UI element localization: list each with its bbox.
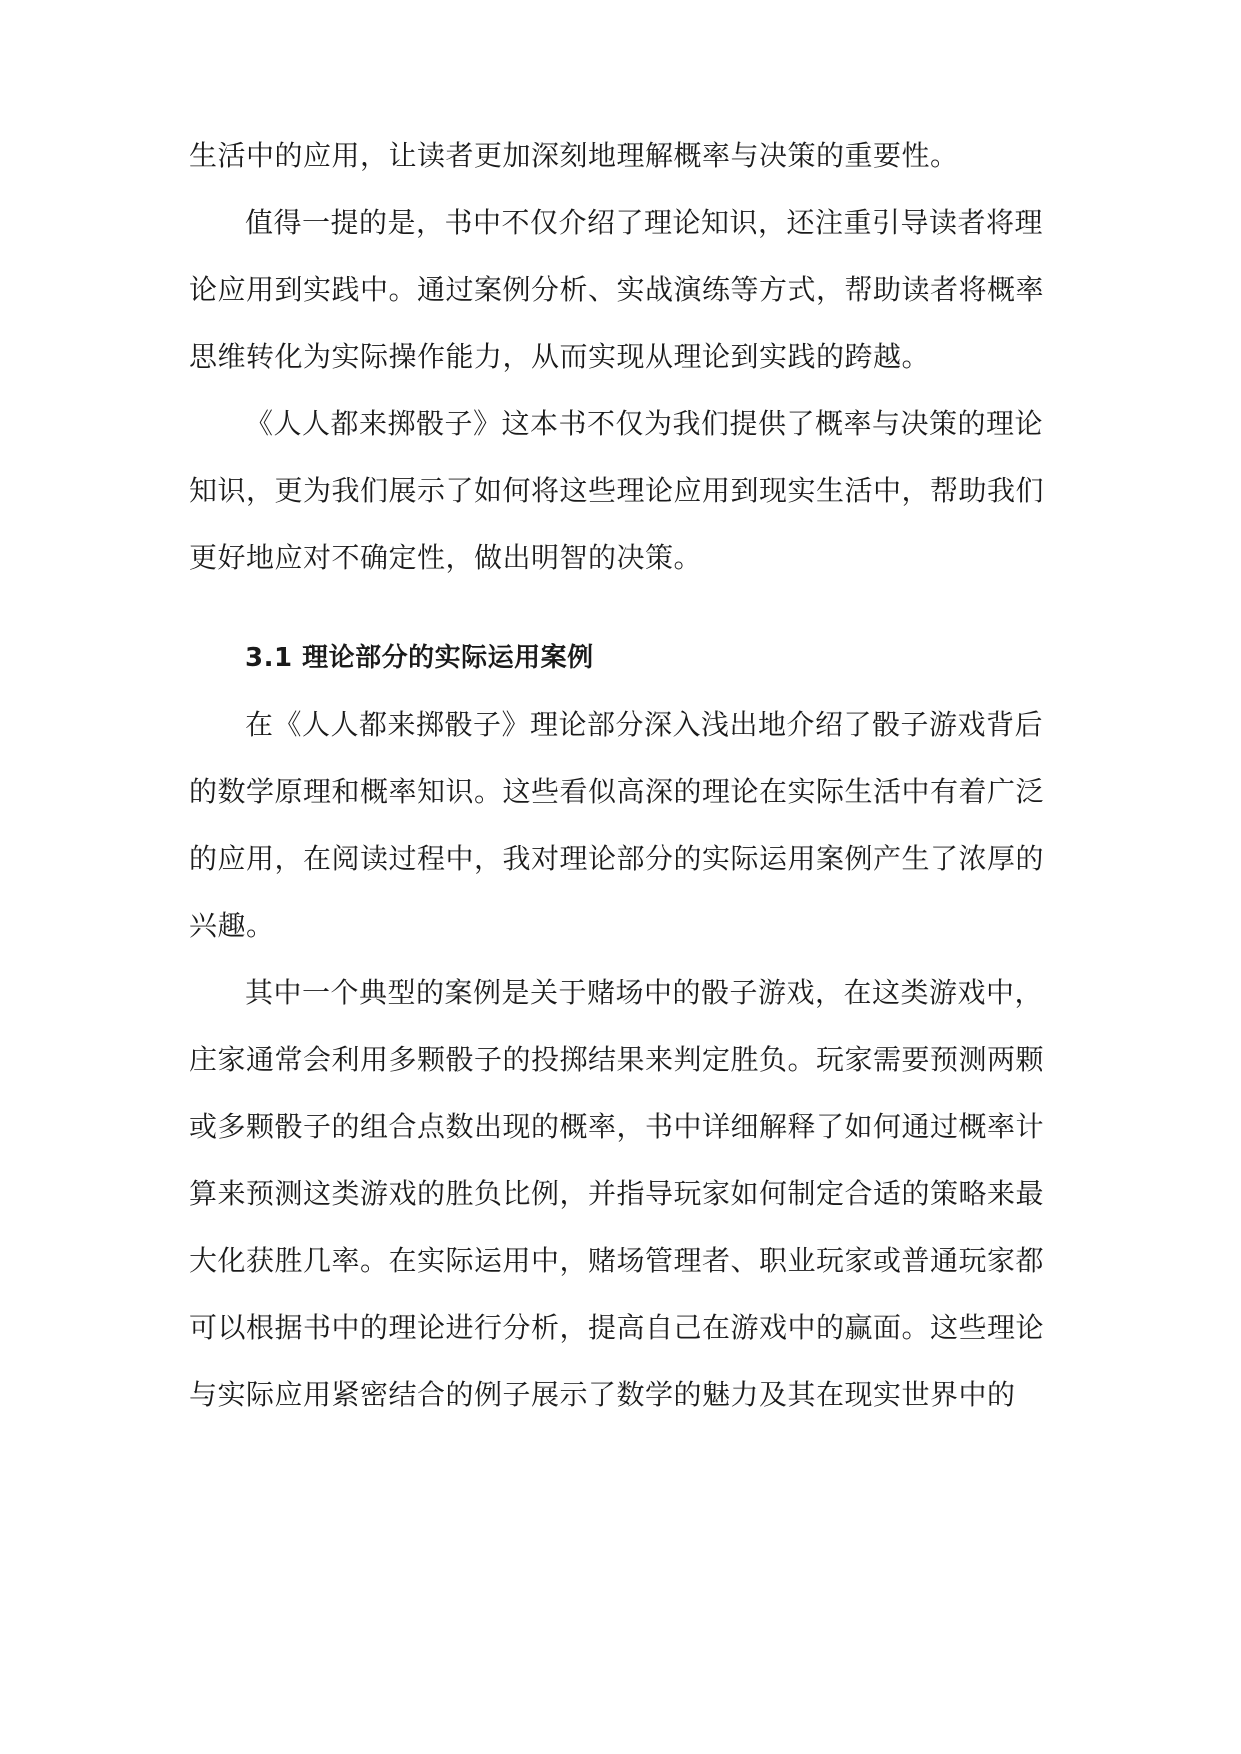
paragraph-line: 更好地应对不确定性，做出明智的决策。 xyxy=(189,541,703,574)
paragraph-line: 庄家通常会利用多颗骰子的投掷结果来判定胜负。玩家需要预测两颗 xyxy=(189,1043,1045,1076)
paragraph-line: 思维转化为实际操作能力，从而实现从理论到实践的跨越。 xyxy=(189,340,931,373)
section-heading: 3.1 理论部分的实际运用案例 xyxy=(245,643,594,673)
paragraph-line: 大化获胜几率。在实际运用中，赌场管理者、职业玩家或普通玩家都 xyxy=(189,1244,1045,1277)
paragraph-line: 与实际应用紧密结合的例子展示了数学的魅力及其在现实世界中的 xyxy=(189,1378,1016,1411)
paragraph-line: 在《人人都来掷骰子》理论部分深入浅出地介绍了骰子游戏背后 xyxy=(245,708,1044,741)
paragraph-line: 算来预测这类游戏的胜负比例，并指导玩家如何制定合适的策略来最 xyxy=(189,1177,1045,1210)
paragraph-line: 或多颗骰子的组合点数出现的概率，书中详细解释了如何通过概率计 xyxy=(189,1110,1045,1143)
paragraph-line: 《人人都来掷骰子》这本书不仅为我们提供了概率与决策的理论 xyxy=(245,407,1044,440)
paragraph-line: 其中一个典型的案例是关于赌场中的骰子游戏，在这类游戏中， xyxy=(245,976,1044,1009)
paragraph-line: 的应用，在阅读过程中，我对理论部分的实际运用案例产生了浓厚的 xyxy=(189,842,1045,875)
paragraph-line: 兴趣。 xyxy=(189,909,275,942)
paragraph-line: 可以根据书中的理论进行分析，提高自己在游戏中的赢面。这些理论 xyxy=(189,1311,1045,1344)
paragraph-line: 值得一提的是，书中不仅介绍了理论知识，还注重引导读者将理 xyxy=(245,206,1044,239)
paragraph-line: 生活中的应用，让读者更加深刻地理解概率与决策的重要性。 xyxy=(189,139,959,172)
paragraph-line: 的数学原理和概率知识。这些看似高深的理论在实际生活中有着广泛 xyxy=(189,775,1045,808)
paragraph-line: 论应用到实践中。通过案例分析、实战演练等方式，帮助读者将概率 xyxy=(189,273,1045,306)
paragraph-line: 知识，更为我们展示了如何将这些理论应用到现实生活中，帮助我们 xyxy=(189,474,1045,507)
